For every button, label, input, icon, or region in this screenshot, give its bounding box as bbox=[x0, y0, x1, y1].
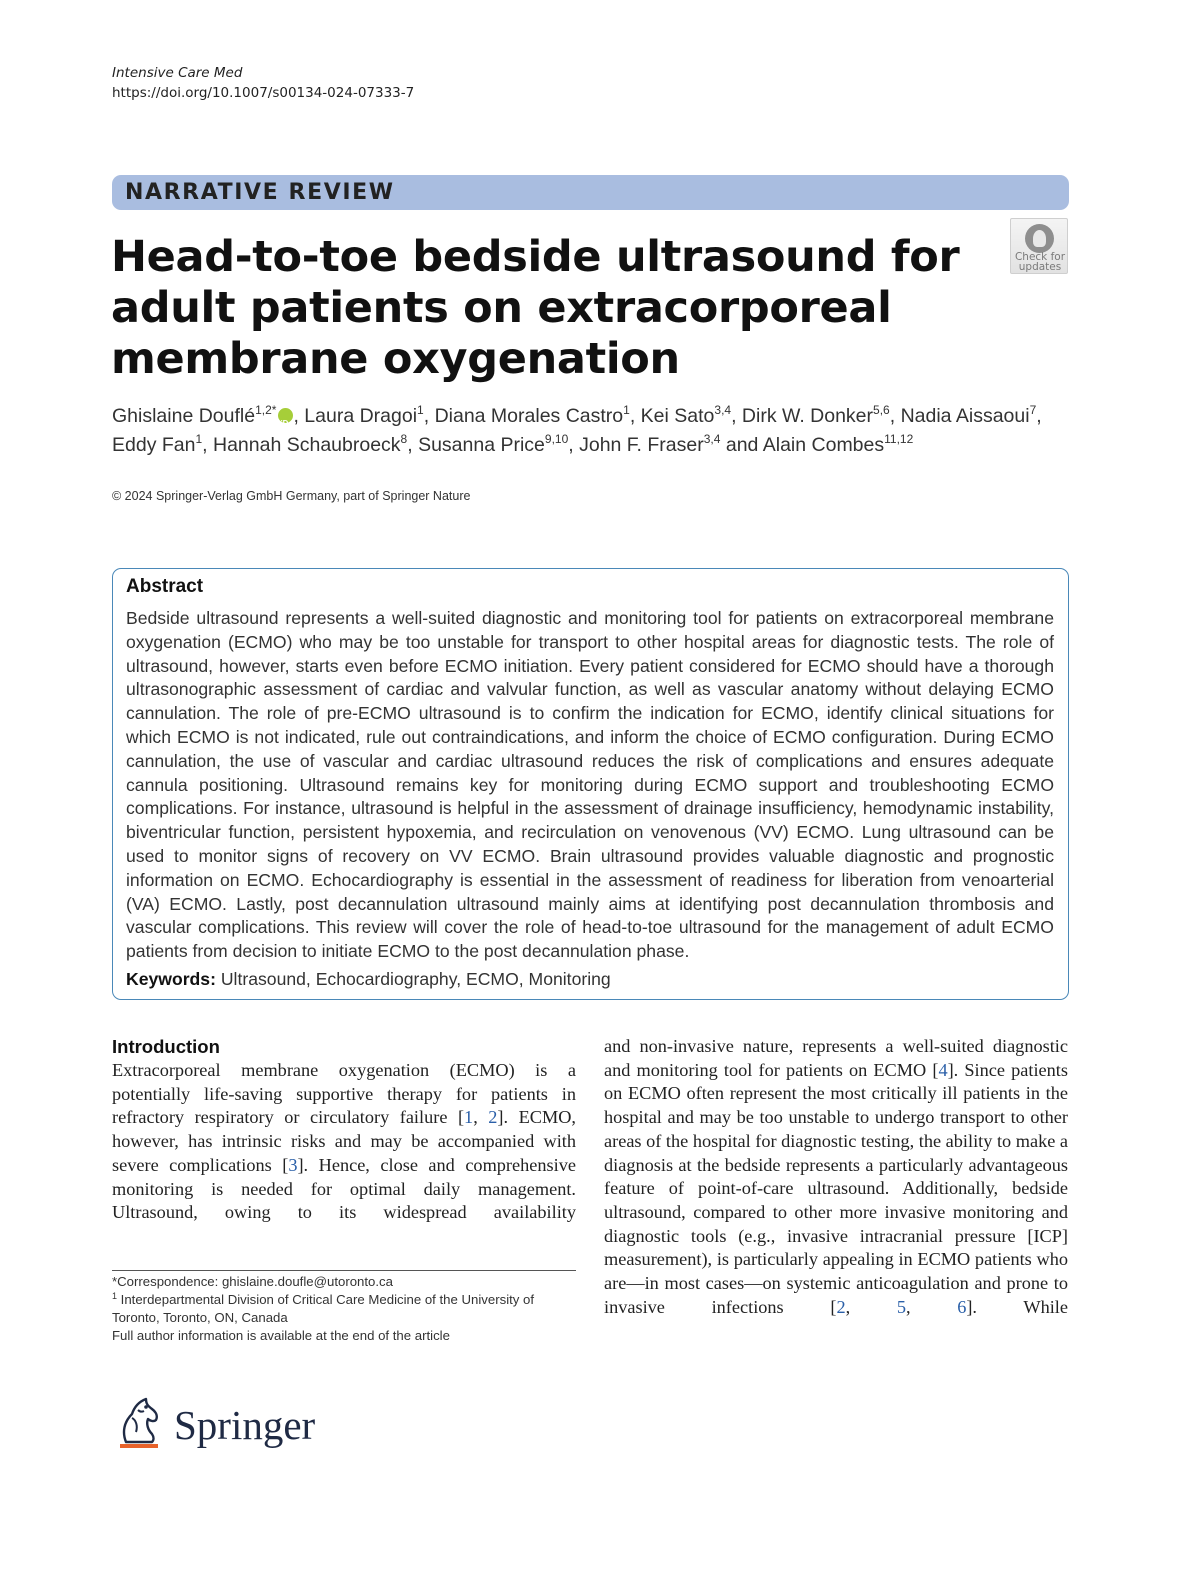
crossmark-icon bbox=[1025, 224, 1054, 253]
author-affiliation: 7 bbox=[1029, 403, 1037, 417]
citation-link[interactable]: 1 bbox=[464, 1107, 474, 1128]
keywords-list: Ultrasound, Echocardiography, ECMO, Monitoring bbox=[220, 969, 611, 989]
full-author-info-note: Full author information is available at the end of the article bbox=[112, 1328, 450, 1343]
citation-link[interactable]: 5 bbox=[896, 1296, 906, 1317]
author-affiliation: 11,12 bbox=[884, 432, 914, 446]
citation-link[interactable]: 2 bbox=[488, 1107, 498, 1128]
citation-link[interactable]: 2 bbox=[836, 1296, 846, 1317]
author-affiliation: 1 bbox=[623, 403, 630, 417]
introduction-right-column: and non-invasive nature, represents a well-suited diagnostic and monitoring tool for patients on ECMO [4]. Since patients on ECMO often represent the most critically ill patients in the hospital and may be too unstable to undergo transport to other areas of the hospital for diagnostic testing, the ability to make a diagnosis at the bedside represents a particularly advantageous feature of point-of-care ultrasound. Additionally, bedside ultrasound, compared to other more invasive monitoring and diagnostic tools (e.g., invasive intracranial pressure [ICP] measurement), is particularly appealing in ECMO patients who are—in most cases—on systemic anticoagulation and prone to invasive infections [2, 5, 6]. While bbox=[604, 1036, 1069, 1317]
citation-link[interactable]: 6 bbox=[957, 1296, 967, 1317]
author-name[interactable]: Kei Sato bbox=[640, 405, 715, 427]
correspondence-note: *Correspondence: ghislaine.doufle@utoronto.ca bbox=[112, 1274, 393, 1289]
article-type-banner bbox=[112, 175, 1069, 210]
doi-link[interactable]: https://doi.org/10.1007/s00134-024-07333-7 bbox=[112, 85, 415, 101]
author-affiliation: 3,4 bbox=[703, 432, 721, 446]
author-name[interactable]: Susanna Price bbox=[418, 434, 545, 456]
abstract-box bbox=[112, 568, 1069, 1000]
orcid-icon[interactable] bbox=[278, 408, 293, 423]
author-affiliation: 5,6 bbox=[873, 403, 890, 417]
springer-logo bbox=[112, 1396, 352, 1456]
author-affiliation: 1 bbox=[417, 403, 424, 417]
author-name[interactable]: Ghislaine Douflé bbox=[112, 405, 256, 427]
author-name[interactable]: Hannah Schaubroeck bbox=[213, 434, 401, 456]
check-for-updates-line1: Check for bbox=[1014, 251, 1066, 263]
author-name[interactable]: Laura Dragoi bbox=[304, 405, 418, 427]
author-affiliation: 9,10 bbox=[544, 432, 569, 446]
springer-horse-icon bbox=[112, 1396, 162, 1454]
author-list: Ghislaine Douflé$^{1,2*}$iD , Laura Dragoi$^1$, Diana Morales Castro$^1$, Kei Sato$^{3,4}$, Dirk W. Donker$^{5,6}$, Nadia Aissaoui$^7$, Eddy Fan$^1$, Hannah Schaubroeck$^8$, Susanna Price$^{9,10}$, John F. Fraser$^{3,4}$ and Alain Combes$^{11,12}$ bbox=[112, 402, 1072, 460]
introduction-left-column: Extracorporeal membrane oxygenation (ECMO) is a potentially life-saving supportive therapy for patients in refractory respiratory or circulatory failure [1, 2]. ECMO, however, has intrinsic risks and may be accompanied with severe complications [3]. Hence, close and comprehensive monitoring is needed for optimal daily management. Ultrasound, owing to its widespread availability bbox=[112, 1060, 576, 1223]
affiliation-note: $^1$ Interdepartmental Division of Critical Care Medicine of the University of Toronto, Toronto, ON, Canada bbox=[112, 1291, 535, 1325]
author-affiliation: 1,2* bbox=[255, 403, 277, 417]
author-name[interactable]: Nadia Aissaoui bbox=[900, 405, 1030, 427]
journal-name: Intensive Care Med bbox=[112, 65, 243, 81]
footnote-divider bbox=[112, 1270, 576, 1271]
author-affiliation: 8 bbox=[400, 432, 408, 446]
article-type: NARRATIVE REVIEW bbox=[125, 180, 395, 205]
author-name[interactable]: Diana Morales Castro bbox=[434, 405, 624, 427]
springer-wordmark: Springer bbox=[174, 1402, 316, 1448]
introduction-heading: Introduction bbox=[112, 1036, 220, 1057]
abstract-heading: Abstract bbox=[126, 576, 204, 597]
abstract-text: Bedside ultrasound represents a well-suited diagnostic and monitoring tool for patients on extracorporeal membrane oxygenation (ECMO) who may be too unstable for transport to other hospital areas for diagnostic tests. The role of ultrasound, however, starts even before ECMO initiation. Every patient considered for ECMO should have a thorough ultrasonographic assessment of cardiac and valvular function, as well as vascular anatomy without delaying ECMO cannulation. The role of pre-ECMO ultrasound is to confirm the indication for ECMO, identify clinical situations for which ECMO is not indicated, rule out contraindications, and inform the choice of ECMO configuration. During ECMO cannulation, the use of vascular and cardiac ultrasound reduces the risk of complications and ensures adequate cannula positioning. Ultrasound remains key for monitoring during ECMO support and troubleshooting ECMO complications. For instance, ultrasound is helpful in the assessment of drainage insufficiency, hemodynamic instability, biventricular function, persistent hypoxemia, and recirculation on venovenous (VV) ECMO. Lung ultrasound can be used to monitor signs of recovery on VV ECMO. Brain ultrasound provides valuable diagnostic and prognostic information on ECMO. Echocardiography is essential in the assessment of readiness for liberation from venoarterial (VA) ECMO. Lastly, post decannulation ultrasound mainly aims at identifying post decannulation thrombosis and vascular complications. This review will cover the role of head-to-toe ultrasound for the management of adult ECMO patients from decision to initiate ECMO to the post decannulation phase. bbox=[126, 608, 1054, 962]
check-for-updates-line2: updates bbox=[1018, 261, 1062, 273]
keywords bbox=[126, 969, 611, 990]
author-name[interactable]: John F. Fraser bbox=[579, 434, 704, 456]
author-affiliation: 1 bbox=[195, 432, 203, 446]
article-title: Head-to-toe bedside ultrasound for adult patients on extracorporeal membrane oxygenation bbox=[111, 232, 960, 384]
journal-header bbox=[112, 63, 414, 103]
author-name[interactable]: Dirk W. Donker bbox=[741, 405, 874, 427]
footnotes bbox=[112, 1273, 582, 1345]
author-affiliation: 3,4 bbox=[714, 403, 732, 417]
citation-link[interactable]: 4 bbox=[938, 1059, 948, 1080]
copyright-notice: © 2024 Springer-Verlag GmbH Germany, part of Springer Nature bbox=[112, 489, 471, 503]
check-for-updates-button[interactable] bbox=[1010, 218, 1068, 274]
author-name[interactable]: Eddy Fan bbox=[112, 434, 196, 456]
author-name[interactable]: Alain Combes bbox=[762, 434, 885, 456]
keywords-label: Keywords: bbox=[126, 969, 216, 989]
citation-link[interactable]: 3 bbox=[288, 1154, 298, 1175]
